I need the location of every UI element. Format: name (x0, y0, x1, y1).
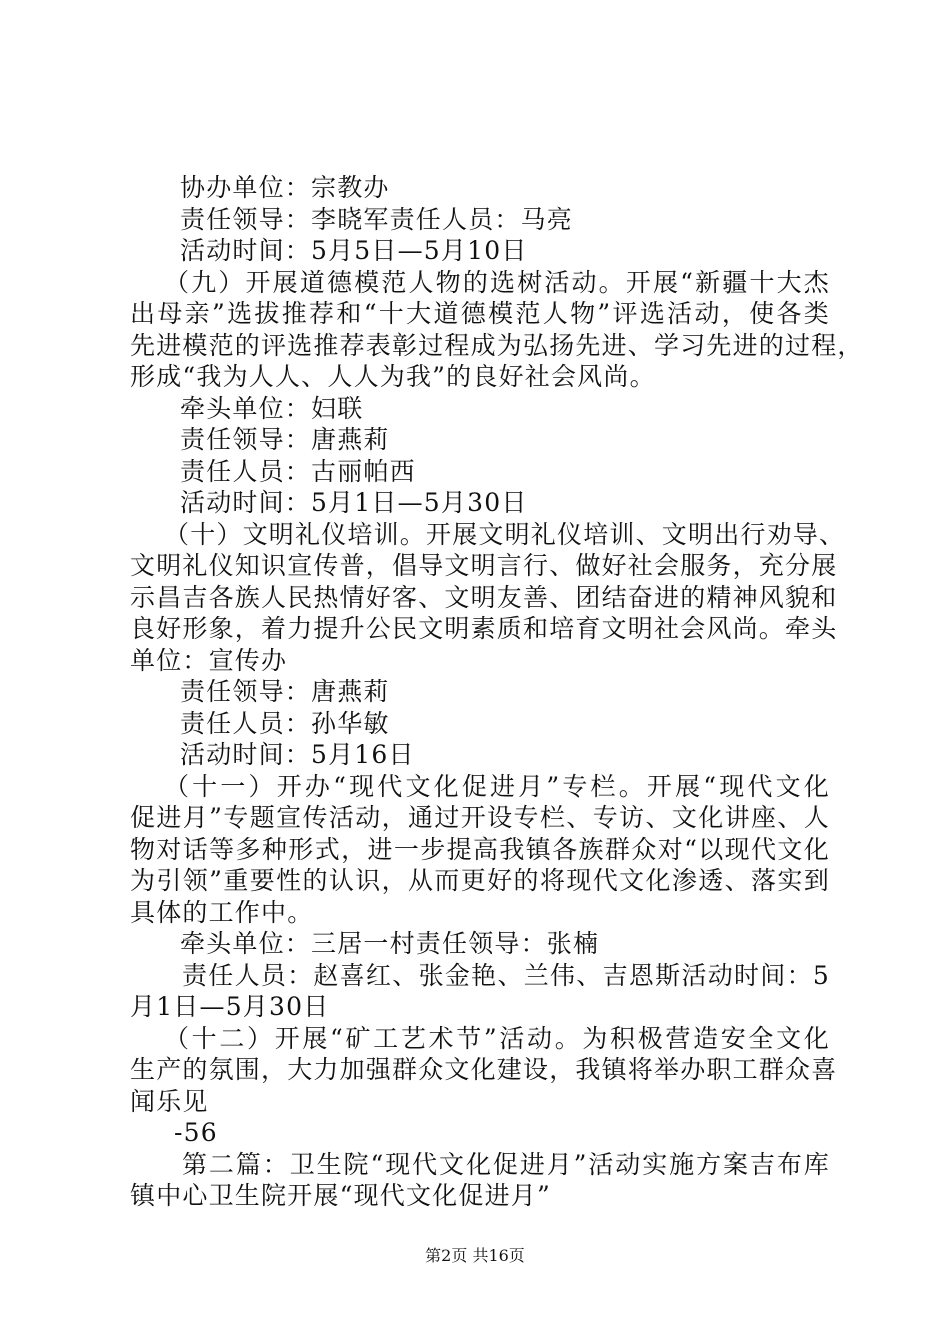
paragraph-line: 责任人员：赵喜红、张金艳、兰伟、吉恩斯活动时间：5 (182, 960, 830, 990)
text-line: 活动时间：5月1日—5月30日 (180, 488, 528, 517)
text-line: 牵头单位：妇联 (180, 393, 364, 423)
paragraph-line: （十）文明礼仪培训。开展文明礼仪培训、文明出行劝导、 (164, 519, 846, 549)
paragraph-line: 促进月”专题宣传活动，通过开设专栏、专访、文化讲座、人 (130, 803, 830, 832)
text-line: 责任领导：唐燕莉 (180, 425, 390, 454)
section-heading-line: 镇中心卫生院开展“现代文化促进月” (130, 1181, 551, 1210)
page-indicator: 第2页 共16页 (425, 1246, 525, 1265)
text-line: 牵头单位：三居一村责任领导：张楠 (180, 929, 600, 958)
paragraph-line: 文明礼仪知识宣传普，倡导文明言行、做好社会服务，充分展 (130, 551, 838, 580)
paragraph-line: （十二）开展“矿工艺术节”活动。为积极营造安全文化 (164, 1023, 830, 1053)
text-line: 责任领导：唐燕莉 (180, 677, 390, 706)
paragraph-line: 出母亲”选拔推荐和“十大道德模范人物”评选活动，使各类 (130, 299, 830, 328)
document-body (130, 172, 864, 1212)
paragraph-line: 月1日—5月30日 (130, 992, 330, 1021)
paragraph-line: 示昌吉各族人民热情好客、文明友善、团结奋进的精神风貌和 (130, 582, 838, 612)
text-line: 活动时间：5月16日 (180, 740, 415, 769)
paragraph-line: 为引领”重要性的认识，从而更好的将现代文化渗透、落实到 (130, 866, 830, 895)
paragraph-line: 闻乐见 (130, 1086, 209, 1116)
text-line: 协办单位：宗教办 (180, 173, 390, 202)
paragraph-line: （九）开展道德模范人物的选树活动。开展“新疆十大杰 (164, 267, 830, 297)
paragraph-line: 物对话等多种形式，进一步提高我镇各族群众对“以现代文化 (130, 834, 830, 864)
paragraph-line: 生产的氛围，大力加强群众文化建设，我镇将举办职工群众喜 (130, 1055, 838, 1084)
text-line: 活动时间：5月5日—5月10日 (180, 236, 528, 265)
text-line: 责任人员：孙华敏 (180, 708, 390, 738)
text-line: 责任领导：李晓军责任人员：马亮 (180, 204, 574, 234)
paragraph-line: （十一）开办“现代文化促进月”专栏。开展“现代文化 (164, 771, 830, 801)
text-line: -56 (174, 1118, 218, 1147)
paragraph-line: 良好形象，着力提升公民文明素质和培育文明社会风尚。牵头 (130, 614, 838, 643)
section-heading-line: 第二篇：卫生院“现代文化促进月”活动实施方案吉布库 (182, 1149, 830, 1179)
paragraph-line: 具体的工作中。 (130, 897, 314, 927)
paragraph-line: 形成“我为人人、人人为我”的良好社会风尚。 (130, 362, 656, 391)
paragraph-line: 单位：宣传办 (130, 645, 288, 675)
paragraph-line: 先进模范的评选推荐表彰过程成为弘扬先进、学习先进的过程， (130, 330, 864, 360)
text-line: 责任人员：古丽帕西 (180, 456, 416, 486)
